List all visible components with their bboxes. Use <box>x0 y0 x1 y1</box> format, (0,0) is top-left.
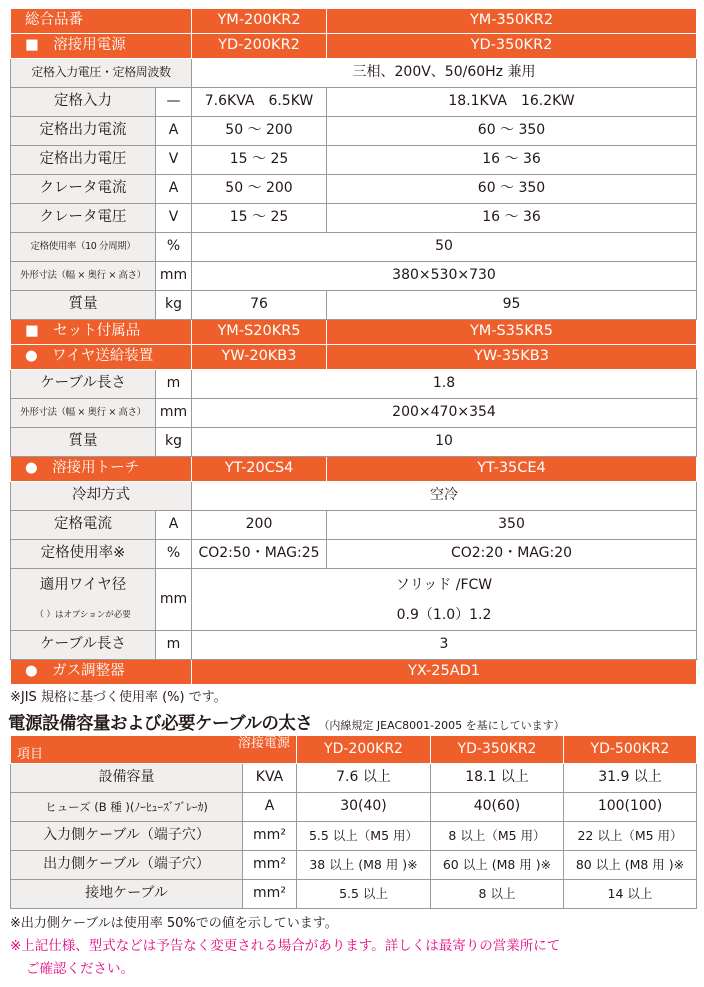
value-cell: 31.9 以上 <box>564 764 697 793</box>
row-label: ケーブル長さ <box>11 370 156 399</box>
spec-row <box>11 457 697 482</box>
value-cell: 100(100) <box>564 793 697 822</box>
model-cell: YX-25AD1 <box>192 660 697 685</box>
unit-cell: A <box>156 175 192 204</box>
capacity-subheading: （内線規定 JEAC8001-2005 を基にしています） <box>318 719 565 732</box>
row-label-sub: （ ）はオプションが必要 <box>35 609 131 620</box>
spec-row <box>11 540 697 569</box>
row-label: 定格入力電圧・定格周波数 <box>11 59 192 88</box>
row-label: 設備容量 <box>11 764 243 793</box>
unit-cell: % <box>156 540 192 569</box>
value-cell: 8 以上 <box>431 880 564 909</box>
capacity-header-row <box>11 736 697 764</box>
value-cell: 60 〜 350 <box>327 175 697 204</box>
model-cell: YM-S35KR5 <box>327 320 697 345</box>
value-cell: 三相、200V、50/60Hz 兼用 <box>192 59 697 88</box>
value-cell: 16 〜 36 <box>327 204 697 233</box>
spec-row <box>11 569 697 631</box>
model-cell: YW-35KB3 <box>327 345 697 370</box>
value-cell: 18.1 以上 <box>431 764 564 793</box>
value-cell: 8 以上（M5 用） <box>431 822 564 851</box>
value-cell: 5.5 以上（M5 用） <box>297 822 431 851</box>
model-cell: YW-20KB3 <box>192 345 327 370</box>
unit-cell: V <box>156 204 192 233</box>
model-cell: YD-200KR2 <box>192 34 327 59</box>
spec-row <box>11 428 697 457</box>
value-cell: 95 <box>327 291 697 320</box>
value-cell: 15 〜 25 <box>192 204 327 233</box>
spec-row <box>11 370 697 399</box>
unit-cell: mm² <box>243 880 297 909</box>
header-corner <box>11 736 297 764</box>
unit-cell: mm <box>156 569 192 631</box>
row-label: 質量 <box>11 428 156 457</box>
spec-row <box>11 262 697 291</box>
value-cell: 350 <box>327 511 697 540</box>
value-cell: 16 〜 36 <box>327 146 697 175</box>
spec-row <box>11 233 697 262</box>
capacity-row <box>11 822 697 851</box>
value-cell: 50 〜 200 <box>192 117 327 146</box>
value-cell: 76 <box>192 291 327 320</box>
unit-cell: kg <box>156 291 192 320</box>
value-cell: 14 以上 <box>564 880 697 909</box>
model-cell: YD-200KR2 <box>297 736 431 764</box>
capacity-row <box>11 880 697 909</box>
unit-cell: mm² <box>243 851 297 880</box>
unit-cell: A <box>243 793 297 822</box>
row-label: 出力側ケーブル（端子穴） <box>11 851 243 880</box>
spec-row <box>11 59 697 88</box>
row-label: 接地ケーブル <box>11 880 243 909</box>
value-cell: 18.1KVA 16.2KW <box>327 88 697 117</box>
section-label: ● ワイヤ送給装置 <box>11 345 192 370</box>
spec-row <box>11 146 697 175</box>
section-label: ● 溶接用トーチ <box>11 457 192 482</box>
value-cell: 50 〜 200 <box>192 175 327 204</box>
spec-row <box>11 660 697 685</box>
value-cell: 1.8 <box>192 370 697 399</box>
value-cell: 60 以上 (M8 用 )※ <box>431 851 564 880</box>
value-cell: CO2:20・MAG:20 <box>327 540 697 569</box>
value-cell: 60 〜 350 <box>327 117 697 146</box>
section-label: 総合品番 <box>11 9 192 34</box>
row-label: 定格使用率（10 分周期） <box>11 233 156 262</box>
value-cell: 3 <box>192 631 697 660</box>
warning-line-1: ※上記仕様、型式などは予告なく変更される場合があります。詳しくは最寄りの営業所にて <box>10 938 561 954</box>
capacity-row <box>11 764 697 793</box>
spec-row <box>11 9 697 34</box>
model-cell: YM-200KR2 <box>192 9 327 34</box>
row-label: クレータ電流 <box>11 175 156 204</box>
value-cell <box>192 569 697 631</box>
section-label: ■ セット付属品 <box>11 320 192 345</box>
spec-row <box>11 320 697 345</box>
value-cell: CO2:50・MAG:25 <box>192 540 327 569</box>
spec-table <box>10 8 697 685</box>
row-label: ヒューズ (B 種 )(ﾉｰﾋｭｰｽﾞﾌﾞﾚｰｶ) <box>11 793 243 822</box>
capacity-row <box>11 851 697 880</box>
spec-row <box>11 175 697 204</box>
model-cell: YT-35CE4 <box>327 457 697 482</box>
value-cell: 22 以上（M5 用） <box>564 822 697 851</box>
spec-row <box>11 631 697 660</box>
wire-line: ソリッド /FCW <box>395 576 493 593</box>
value-cell: 200×470×354 <box>192 399 697 428</box>
unit-cell: mm <box>156 262 192 291</box>
row-label: 外形寸法（幅 × 奥行 × 高さ） <box>11 399 156 428</box>
model-cell: YD-350KR2 <box>327 34 697 59</box>
unit-cell: — <box>156 88 192 117</box>
wire-line: 0.9（1.0）1.2 <box>396 606 492 623</box>
capacity-row <box>11 793 697 822</box>
capacity-table <box>10 735 697 909</box>
value-cell: 200 <box>192 511 327 540</box>
row-label: 定格出力電圧 <box>11 146 156 175</box>
unit-cell: A <box>156 117 192 146</box>
capacity-heading: 電源設備容量および必要ケーブルの太さ （内線規定 JEAC8001-2005 を基にしています） <box>8 714 565 734</box>
warning-line-2: ご確認ください。 <box>26 961 134 977</box>
unit-cell: % <box>156 233 192 262</box>
unit-cell: mm <box>156 399 192 428</box>
spec-row <box>11 482 697 511</box>
row-label <box>11 569 156 631</box>
unit-cell: V <box>156 146 192 175</box>
section-label: ● ガス調整器 <box>11 660 192 685</box>
unit-cell: kg <box>156 428 192 457</box>
jis-note: ※JIS 規格に基づく使用率 (%) です。 <box>10 690 227 705</box>
spec-row <box>11 88 697 117</box>
row-label: 冷却方式 <box>11 482 192 511</box>
spec-row <box>11 345 697 370</box>
value-cell: 80 以上 (M8 用 )※ <box>564 851 697 880</box>
row-label: クレータ電圧 <box>11 204 156 233</box>
unit-cell: mm² <box>243 822 297 851</box>
spec-row <box>11 291 697 320</box>
value-cell: 38 以上 (M8 用 )※ <box>297 851 431 880</box>
unit-cell: m <box>156 370 192 399</box>
row-label: 外形寸法（幅 × 奥行 × 高さ） <box>11 262 156 291</box>
item-label: 項目 <box>17 746 44 762</box>
unit-cell: A <box>156 511 192 540</box>
row-label: 定格使用率※ <box>11 540 156 569</box>
value-cell: 空冷 <box>192 482 697 511</box>
unit-cell: m <box>156 631 192 660</box>
output-cable-note: ※出力側ケーブルは使用率 50%での値を示しています。 <box>10 916 338 931</box>
model-cell: YD-350KR2 <box>431 736 564 764</box>
value-cell: 7.6KVA 6.5KW <box>192 88 327 117</box>
model-cell: YM-350KR2 <box>327 9 697 34</box>
row-label-main: 適用ワイヤ径 <box>39 576 127 593</box>
unit-cell: KVA <box>243 764 297 793</box>
row-label: 定格入力 <box>11 88 156 117</box>
spec-row <box>11 511 697 540</box>
model-cell: YM-S20KR5 <box>192 320 327 345</box>
value-cell: 380×530×730 <box>192 262 697 291</box>
spec-row <box>11 204 697 233</box>
source-label: 溶接電源 <box>237 736 290 751</box>
row-label: 質量 <box>11 291 156 320</box>
model-cell: YD-500KR2 <box>564 736 697 764</box>
row-label: 定格出力電流 <box>11 117 156 146</box>
value-cell: 40(60) <box>431 793 564 822</box>
section-label: ■ 溶接用電源 <box>11 34 192 59</box>
row-label: 入力側ケーブル（端子穴） <box>11 822 243 851</box>
row-label: 定格電流 <box>11 511 156 540</box>
row-label: ケーブル長さ <box>11 631 156 660</box>
spec-row <box>11 117 697 146</box>
value-cell: 30(40) <box>297 793 431 822</box>
value-cell: 10 <box>192 428 697 457</box>
value-cell: 7.6 以上 <box>297 764 431 793</box>
spec-row <box>11 34 697 59</box>
model-cell: YT-20CS4 <box>192 457 327 482</box>
value-cell: 50 <box>192 233 697 262</box>
value-cell: 5.5 以上 <box>297 880 431 909</box>
value-cell: 15 〜 25 <box>192 146 327 175</box>
spec-row <box>11 399 697 428</box>
